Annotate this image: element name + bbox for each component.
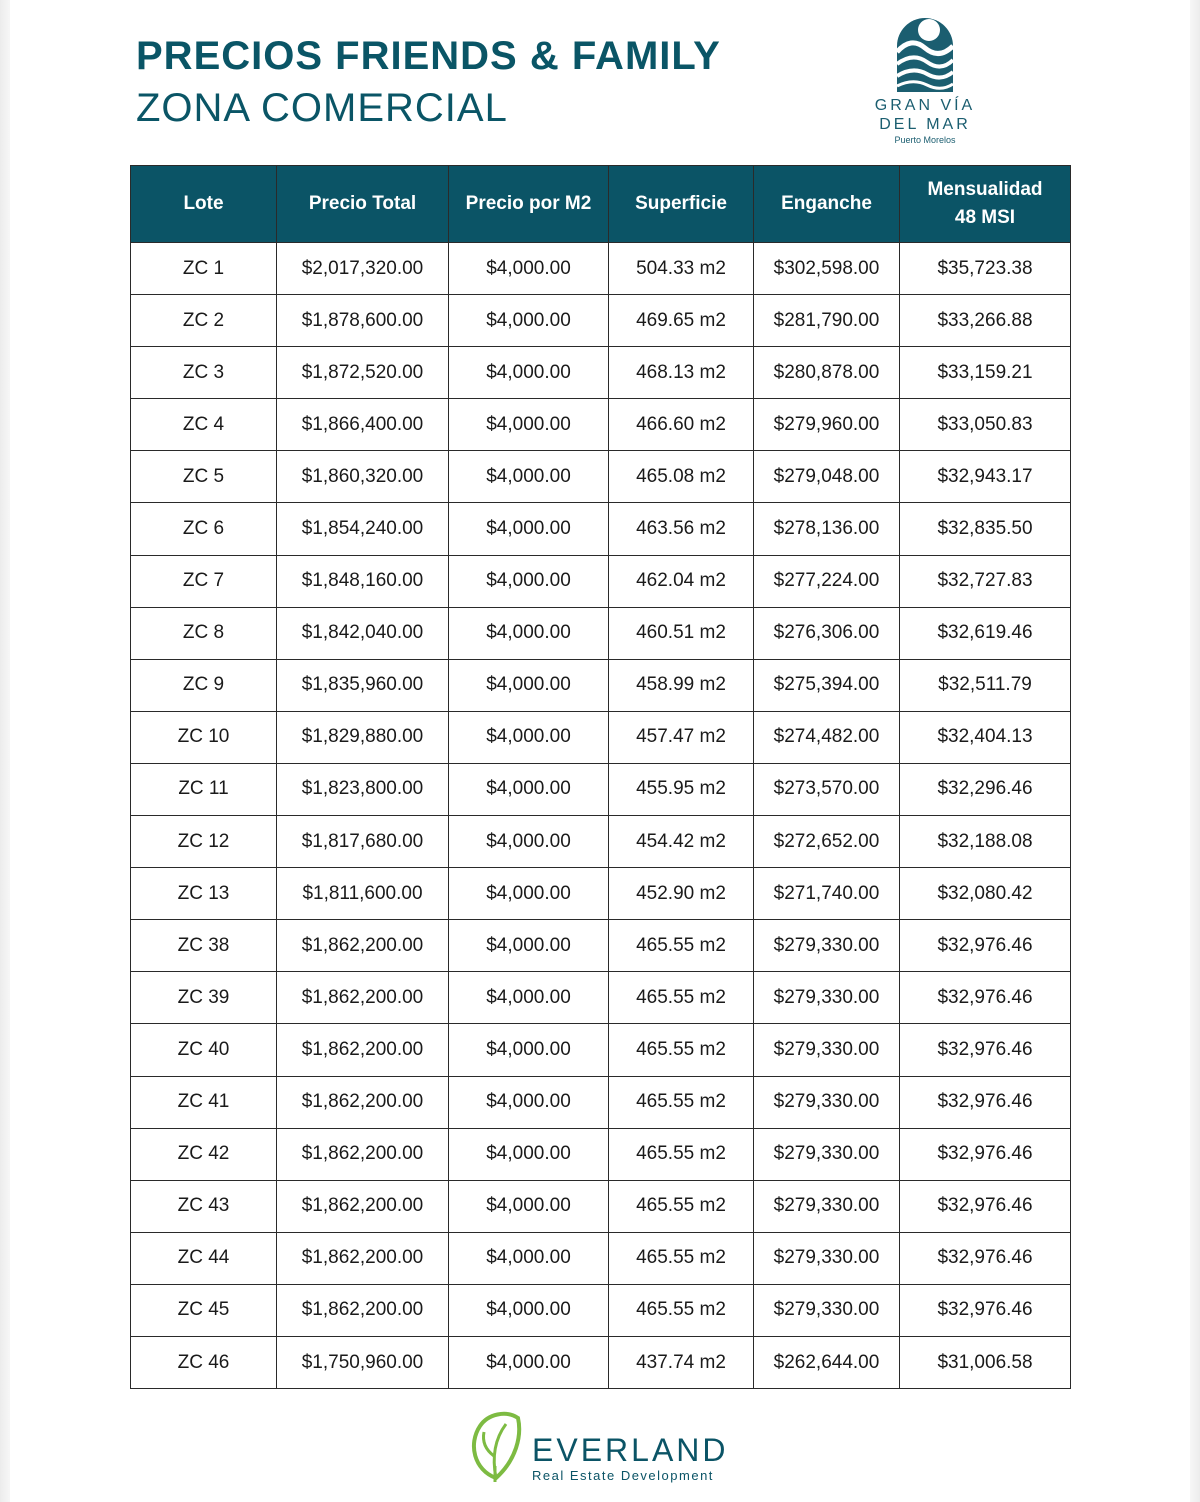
column-header-superficie: Superficie xyxy=(609,166,754,243)
cell-precio-total: $1,872,520.00 xyxy=(277,347,449,399)
cell-lote: ZC 41 xyxy=(131,1076,277,1128)
cell-enganche: $262,644.00 xyxy=(754,1336,900,1388)
cell-mensualidad: $32,835.50 xyxy=(900,503,1071,555)
cell-lote: ZC 44 xyxy=(131,1232,277,1284)
table-row xyxy=(131,1128,1071,1180)
cell-precio-m2: $4,000.00 xyxy=(449,503,609,555)
cell-superficie: 458.99 m2 xyxy=(609,659,754,711)
page-edge-left xyxy=(0,0,10,1502)
cell-precio-total: $1,862,200.00 xyxy=(277,1076,449,1128)
table-row xyxy=(131,243,1071,295)
cell-superficie: 457.47 m2 xyxy=(609,711,754,763)
cell-precio-m2: $4,000.00 xyxy=(449,972,609,1024)
cell-precio-m2: $4,000.00 xyxy=(449,347,609,399)
cell-mensualidad: $32,976.46 xyxy=(900,1232,1071,1284)
cell-enganche: $274,482.00 xyxy=(754,711,900,763)
table-row xyxy=(131,1180,1071,1232)
table-row xyxy=(131,659,1071,711)
cell-superficie: 465.55 m2 xyxy=(609,1180,754,1232)
table-row xyxy=(131,972,1071,1024)
cell-superficie: 460.51 m2 xyxy=(609,607,754,659)
table-row xyxy=(131,451,1071,503)
cell-precio-m2: $4,000.00 xyxy=(449,816,609,868)
cell-precio-m2: $4,000.00 xyxy=(449,659,609,711)
table-header-row xyxy=(131,166,1071,243)
table-row xyxy=(131,347,1071,399)
cell-mensualidad: $32,080.42 xyxy=(900,868,1071,920)
table-row xyxy=(131,816,1071,868)
cell-mensualidad: $32,976.46 xyxy=(900,1024,1071,1076)
page-title: PRECIOS FRIENDS & FAMILY xyxy=(136,34,721,78)
table-row xyxy=(131,295,1071,347)
leaf-logo-icon xyxy=(466,1408,526,1484)
cell-superficie: 465.55 m2 xyxy=(609,1284,754,1336)
table-row xyxy=(131,1024,1071,1076)
cell-superficie: 465.55 m2 xyxy=(609,920,754,972)
column-header-lote: Lote xyxy=(131,166,277,243)
cell-superficie: 455.95 m2 xyxy=(609,763,754,815)
cell-precio-m2: $4,000.00 xyxy=(449,1284,609,1336)
cell-precio-m2: $4,000.00 xyxy=(449,243,609,295)
cell-enganche: $271,740.00 xyxy=(754,868,900,920)
cell-precio-m2: $4,000.00 xyxy=(449,1128,609,1180)
price-table-body xyxy=(131,243,1071,1389)
cell-precio-total: $1,862,200.00 xyxy=(277,972,449,1024)
cell-superficie: 465.08 m2 xyxy=(609,451,754,503)
cell-precio-m2: $4,000.00 xyxy=(449,763,609,815)
cell-superficie: 452.90 m2 xyxy=(609,868,754,920)
cell-superficie: 504.33 m2 xyxy=(609,243,754,295)
column-header-precio-m2: Precio por M2 xyxy=(449,166,609,243)
cell-precio-m2: $4,000.00 xyxy=(449,399,609,451)
cell-lote: ZC 9 xyxy=(131,659,277,711)
cell-mensualidad: $32,976.46 xyxy=(900,1128,1071,1180)
cell-enganche: $281,790.00 xyxy=(754,295,900,347)
table-row xyxy=(131,1232,1071,1284)
table-row xyxy=(131,920,1071,972)
cell-enganche: $272,652.00 xyxy=(754,816,900,868)
cell-lote: ZC 46 xyxy=(131,1336,277,1388)
cell-mensualidad: $32,511.79 xyxy=(900,659,1071,711)
cell-precio-m2: $4,000.00 xyxy=(449,711,609,763)
cell-precio-total: $1,862,200.00 xyxy=(277,920,449,972)
everland-logo xyxy=(466,1408,746,1488)
cell-superficie: 465.55 m2 xyxy=(609,1128,754,1180)
cell-lote: ZC 4 xyxy=(131,399,277,451)
cell-superficie: 465.55 m2 xyxy=(609,972,754,1024)
cell-lote: ZC 2 xyxy=(131,295,277,347)
cell-precio-m2: $4,000.00 xyxy=(449,1180,609,1232)
cell-superficie: 468.13 m2 xyxy=(609,347,754,399)
table-row xyxy=(131,555,1071,607)
table-row xyxy=(131,868,1071,920)
cell-enganche: $273,570.00 xyxy=(754,763,900,815)
cell-precio-total: $1,862,200.00 xyxy=(277,1024,449,1076)
cell-precio-total: $1,860,320.00 xyxy=(277,451,449,503)
cell-mensualidad: $32,296.46 xyxy=(900,763,1071,815)
cell-enganche: $279,330.00 xyxy=(754,1232,900,1284)
cell-precio-total: $1,829,880.00 xyxy=(277,711,449,763)
cell-precio-total: $1,862,200.00 xyxy=(277,1284,449,1336)
cell-precio-total: $1,817,680.00 xyxy=(277,816,449,868)
cell-precio-m2: $4,000.00 xyxy=(449,1232,609,1284)
cell-precio-m2: $4,000.00 xyxy=(449,868,609,920)
cell-precio-m2: $4,000.00 xyxy=(449,1076,609,1128)
cell-precio-total: $1,835,960.00 xyxy=(277,659,449,711)
cell-precio-m2: $4,000.00 xyxy=(449,920,609,972)
cell-superficie: 465.55 m2 xyxy=(609,1076,754,1128)
mensualidad-label: Mensualidad xyxy=(927,179,1043,200)
cell-superficie: 465.55 m2 xyxy=(609,1232,754,1284)
cell-mensualidad: $35,723.38 xyxy=(900,243,1071,295)
cell-lote: ZC 39 xyxy=(131,972,277,1024)
cell-enganche: $279,048.00 xyxy=(754,451,900,503)
cell-lote: ZC 8 xyxy=(131,607,277,659)
cell-superficie: 463.56 m2 xyxy=(609,503,754,555)
page-edge-right xyxy=(1190,0,1200,1502)
cell-lote: ZC 1 xyxy=(131,243,277,295)
cell-lote: ZC 45 xyxy=(131,1284,277,1336)
cell-mensualidad: $32,404.13 xyxy=(900,711,1071,763)
cell-precio-m2: $4,000.00 xyxy=(449,451,609,503)
cell-enganche: $279,330.00 xyxy=(754,920,900,972)
page-subtitle: ZONA COMERCIAL xyxy=(136,86,508,130)
gran-via-del-mar-logo xyxy=(860,6,990,151)
brand-name-line1: GRAN VÍA xyxy=(874,97,976,114)
cell-precio-total: $2,017,320.00 xyxy=(277,243,449,295)
table-row xyxy=(131,1336,1071,1388)
cell-mensualidad: $32,976.46 xyxy=(900,920,1071,972)
table-row xyxy=(131,711,1071,763)
cell-superficie: 469.65 m2 xyxy=(609,295,754,347)
table-row xyxy=(131,607,1071,659)
cell-precio-total: $1,862,200.00 xyxy=(277,1232,449,1284)
brand-location: Puerto Morelos xyxy=(894,135,956,145)
cell-lote: ZC 6 xyxy=(131,503,277,555)
cell-enganche: $275,394.00 xyxy=(754,659,900,711)
cell-lote: ZC 10 xyxy=(131,711,277,763)
cell-enganche: $278,136.00 xyxy=(754,503,900,555)
cell-precio-total: $1,848,160.00 xyxy=(277,555,449,607)
cell-lote: ZC 3 xyxy=(131,347,277,399)
cell-precio-total: $1,866,400.00 xyxy=(277,399,449,451)
column-header-precio-total: Precio Total xyxy=(277,166,449,243)
cell-precio-m2: $4,000.00 xyxy=(449,1024,609,1076)
cell-precio-total: $1,842,040.00 xyxy=(277,607,449,659)
cell-lote: ZC 5 xyxy=(131,451,277,503)
cell-lote: ZC 42 xyxy=(131,1128,277,1180)
cell-precio-total: $1,854,240.00 xyxy=(277,503,449,555)
cell-mensualidad: $32,976.46 xyxy=(900,1076,1071,1128)
cell-mensualidad: $32,727.83 xyxy=(900,555,1071,607)
cell-lote: ZC 11 xyxy=(131,763,277,815)
cell-lote: ZC 12 xyxy=(131,816,277,868)
cell-precio-m2: $4,000.00 xyxy=(449,295,609,347)
cell-enganche: $277,224.00 xyxy=(754,555,900,607)
cell-lote: ZC 38 xyxy=(131,920,277,972)
cell-precio-total: $1,862,200.00 xyxy=(277,1180,449,1232)
cell-enganche: $279,330.00 xyxy=(754,972,900,1024)
cell-precio-total: $1,823,800.00 xyxy=(277,763,449,815)
cell-superficie: 437.74 m2 xyxy=(609,1336,754,1388)
cell-enganche: $279,960.00 xyxy=(754,399,900,451)
cell-mensualidad: $32,943.17 xyxy=(900,451,1071,503)
cell-mensualidad: $32,976.46 xyxy=(900,972,1071,1024)
wave-circle-logo-icon xyxy=(893,6,957,94)
cell-superficie: 465.55 m2 xyxy=(609,1024,754,1076)
column-header-mensualidad xyxy=(900,166,1071,243)
cell-superficie: 454.42 m2 xyxy=(609,816,754,868)
cell-lote: ZC 13 xyxy=(131,868,277,920)
cell-lote: ZC 7 xyxy=(131,555,277,607)
table-row xyxy=(131,503,1071,555)
brand-name-line2: DEL MAR xyxy=(879,116,971,133)
cell-enganche: $279,330.00 xyxy=(754,1128,900,1180)
cell-lote: ZC 43 xyxy=(131,1180,277,1232)
msi-label: 48 MSI xyxy=(954,207,1016,228)
cell-precio-total: $1,878,600.00 xyxy=(277,295,449,347)
cell-precio-total: $1,811,600.00 xyxy=(277,868,449,920)
cell-superficie: 466.60 m2 xyxy=(609,399,754,451)
table-row xyxy=(131,763,1071,815)
cell-mensualidad: $33,050.83 xyxy=(900,399,1071,451)
cell-enganche: $302,598.00 xyxy=(754,243,900,295)
cell-enganche: $276,306.00 xyxy=(754,607,900,659)
cell-precio-total: $1,750,960.00 xyxy=(277,1336,449,1388)
cell-mensualidad: $32,619.46 xyxy=(900,607,1071,659)
price-table xyxy=(130,165,1071,1389)
cell-mensualidad: $31,006.58 xyxy=(900,1336,1071,1388)
cell-precio-m2: $4,000.00 xyxy=(449,555,609,607)
cell-superficie: 462.04 m2 xyxy=(609,555,754,607)
table-row xyxy=(131,1076,1071,1128)
company-tagline: Real Estate Development xyxy=(532,1468,714,1483)
cell-enganche: $279,330.00 xyxy=(754,1024,900,1076)
cell-enganche: $279,330.00 xyxy=(754,1180,900,1232)
cell-mensualidad: $32,976.46 xyxy=(900,1180,1071,1232)
table-row xyxy=(131,399,1071,451)
cell-enganche: $279,330.00 xyxy=(754,1284,900,1336)
table-row xyxy=(131,1284,1071,1336)
company-name: EVERLAND xyxy=(532,1432,729,1468)
cell-mensualidad: $33,159.21 xyxy=(900,347,1071,399)
cell-precio-total: $1,862,200.00 xyxy=(277,1128,449,1180)
cell-precio-m2: $4,000.00 xyxy=(449,607,609,659)
cell-precio-m2: $4,000.00 xyxy=(449,1336,609,1388)
cell-mensualidad: $32,188.08 xyxy=(900,816,1071,868)
cell-lote: ZC 40 xyxy=(131,1024,277,1076)
cell-enganche: $279,330.00 xyxy=(754,1076,900,1128)
cell-enganche: $280,878.00 xyxy=(754,347,900,399)
cell-mensualidad: $33,266.88 xyxy=(900,295,1071,347)
column-header-enganche: Enganche xyxy=(754,166,900,243)
cell-mensualidad: $32,976.46 xyxy=(900,1284,1071,1336)
